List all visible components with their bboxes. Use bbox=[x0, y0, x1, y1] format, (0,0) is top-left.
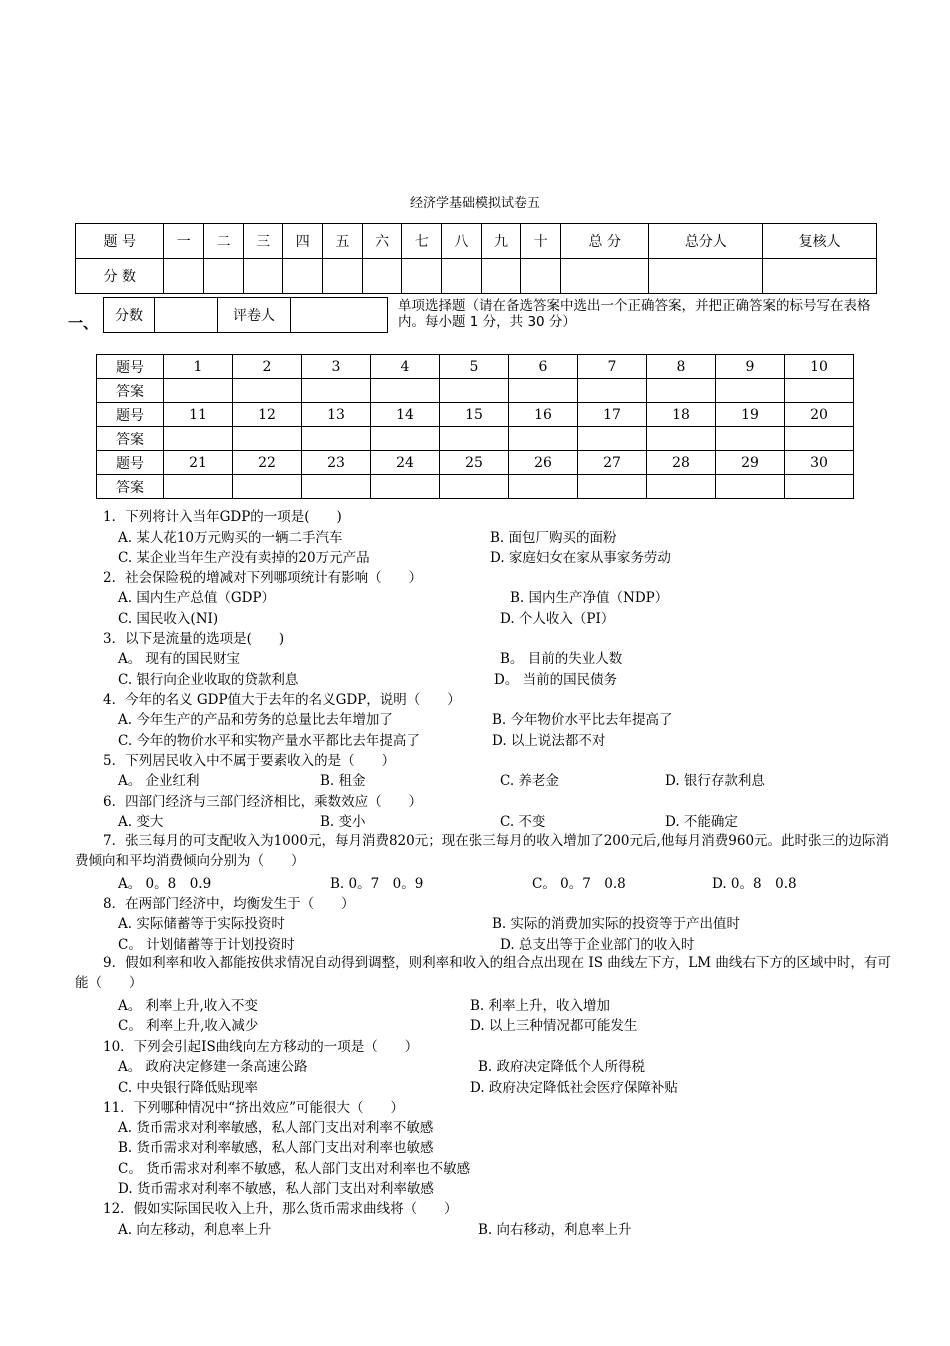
answer-cell[interactable] bbox=[578, 379, 647, 403]
score-cell[interactable] bbox=[561, 259, 649, 294]
question-number-cell: 1 bbox=[164, 355, 233, 379]
question-number-cell: 6 bbox=[509, 355, 578, 379]
answer-cell[interactable] bbox=[302, 379, 371, 403]
answer-cell[interactable] bbox=[509, 475, 578, 499]
question-stem: 12．假如实际国民收入上升，那么货币需求曲线将（ ） bbox=[103, 1201, 458, 1217]
grader-table bbox=[103, 297, 388, 333]
question-number-cell: 30 bbox=[785, 451, 854, 475]
option-a: A. 向左移动，利息率上升 bbox=[118, 1222, 272, 1238]
row-label: 题号 bbox=[97, 403, 164, 427]
question-number-cell: 28 bbox=[647, 451, 716, 475]
score-cell[interactable] bbox=[442, 259, 482, 294]
row-label: 题号 bbox=[97, 451, 164, 475]
row-label: 题号 bbox=[97, 355, 164, 379]
option-d: D. 不能确定 bbox=[665, 814, 738, 830]
question-number-cell: 14 bbox=[371, 403, 440, 427]
answer-table bbox=[96, 354, 854, 499]
answer-row bbox=[97, 475, 854, 499]
answer-cell[interactable] bbox=[716, 379, 785, 403]
section-score-cell[interactable] bbox=[155, 298, 218, 333]
question-stem: 7．张三每月的可支配收入为1000元，每月消费820元；现在张三每月的收入增加了200元后,他每月消费960元。此时张三的边际消费倾向和平均消费倾向分别为（ ） bbox=[75, 833, 890, 869]
score-row-label: 分 数 bbox=[76, 259, 164, 294]
grader-label: 评卷人 bbox=[218, 298, 291, 333]
answer-cell[interactable] bbox=[233, 475, 302, 499]
option-d: D. 以上说法都不对 bbox=[492, 733, 606, 749]
row-label: 答案 bbox=[97, 475, 164, 499]
option-b: B。 目前的失业人数 bbox=[500, 651, 623, 667]
score-header-cell: 九 bbox=[481, 224, 521, 259]
question-number-cell: 10 bbox=[785, 355, 854, 379]
score-cell[interactable] bbox=[402, 259, 442, 294]
option-b: B. 实际的消费加实际的投资等于产出值时 bbox=[492, 916, 741, 932]
score-header-cell: 四 bbox=[283, 224, 323, 259]
score-cell[interactable] bbox=[481, 259, 521, 294]
option-d: D. 以上三种情况都可能发生 bbox=[470, 1018, 638, 1034]
question-number-cell: 11 bbox=[164, 403, 233, 427]
question-stem: 11．下列哪种情况中“挤出效应”可能很大（ ） bbox=[103, 1100, 404, 1116]
question-number-cell: 16 bbox=[509, 403, 578, 427]
score-cell[interactable] bbox=[164, 259, 204, 294]
answer-cell[interactable] bbox=[785, 427, 854, 451]
score-cell[interactable] bbox=[763, 259, 877, 294]
answer-cell[interactable] bbox=[647, 427, 716, 451]
option-b: B. 货币需求对利率敏感，私人部门支出对利率也敏感 bbox=[118, 1140, 434, 1156]
score-table-score-row bbox=[76, 259, 877, 294]
option-b: B. 向右移动，利息率上升 bbox=[478, 1222, 632, 1238]
question-number-cell: 22 bbox=[233, 451, 302, 475]
score-header-cell: 总分人 bbox=[649, 224, 763, 259]
option-d: D. 政府决定降低社会医疗保障补贴 bbox=[470, 1080, 678, 1096]
section-score-label: 分数 bbox=[104, 298, 155, 333]
question-number-cell: 17 bbox=[578, 403, 647, 427]
score-header-cell: 三 bbox=[243, 224, 283, 259]
question-number-cell: 25 bbox=[440, 451, 509, 475]
score-header-cell: 复核人 bbox=[763, 224, 877, 259]
score-header-cell: 六 bbox=[362, 224, 402, 259]
option-a: A。 0。8 0.9 bbox=[118, 876, 212, 892]
option-b: B. 变小 bbox=[320, 814, 366, 830]
score-cell[interactable] bbox=[362, 259, 402, 294]
option-c: C. 中央银行降低贴现率 bbox=[118, 1080, 258, 1096]
option-a: A. 实际储蓄等于实际投资时 bbox=[118, 916, 285, 932]
answer-cell[interactable] bbox=[440, 475, 509, 499]
answer-cell[interactable] bbox=[509, 379, 578, 403]
option-a: A。 现有的国民财宝 bbox=[118, 651, 241, 667]
score-cell[interactable] bbox=[243, 259, 283, 294]
answer-cell[interactable] bbox=[509, 427, 578, 451]
score-table-header-row bbox=[76, 224, 877, 259]
answer-number-row bbox=[97, 451, 854, 475]
question-number-cell: 13 bbox=[302, 403, 371, 427]
page-title: 经济学基础模拟试卷五 bbox=[409, 196, 540, 211]
option-a: A。 企业红利 bbox=[118, 773, 200, 789]
question-stem: 8．在两部门经济中，均衡发生于（ ） bbox=[103, 896, 355, 912]
score-header-cell: 二 bbox=[204, 224, 244, 259]
answer-cell[interactable] bbox=[578, 427, 647, 451]
question-stem: 2．社会保险税的增减对下列哪项统计有影响（ ） bbox=[103, 570, 423, 586]
score-cell[interactable] bbox=[521, 259, 561, 294]
row-label: 答案 bbox=[97, 427, 164, 451]
answer-cell[interactable] bbox=[302, 475, 371, 499]
option-d: D。 当前的国民债务 bbox=[494, 672, 618, 688]
answer-cell[interactable] bbox=[716, 475, 785, 499]
question-number-cell: 21 bbox=[164, 451, 233, 475]
answer-cell[interactable] bbox=[578, 475, 647, 499]
option-c: C。 利率上升,收入减少 bbox=[118, 1018, 259, 1034]
answer-number-row bbox=[97, 355, 854, 379]
option-c: C. 国民收入(NI) bbox=[118, 611, 219, 627]
question-number-cell: 27 bbox=[578, 451, 647, 475]
answer-cell[interactable] bbox=[647, 475, 716, 499]
option-d: D. 总支出等于企业部门的收入时 bbox=[500, 937, 695, 953]
question-stem: 1．下列将计入当年GDP的一项是( ) bbox=[103, 509, 342, 525]
option-c: C。 计划储蓄等于计划投资时 bbox=[118, 937, 295, 953]
option-c: C。 0。7 0.8 bbox=[532, 876, 626, 892]
option-a: A。 利率上升,收入不变 bbox=[118, 998, 258, 1014]
row-label: 答案 bbox=[97, 379, 164, 403]
answer-cell[interactable] bbox=[716, 427, 785, 451]
option-b: B. 政府决定降低个人所得税 bbox=[478, 1059, 646, 1075]
question-number-cell: 24 bbox=[371, 451, 440, 475]
option-b: B. 利率上升，收入增加 bbox=[470, 998, 611, 1014]
score-header-cell: 七 bbox=[402, 224, 442, 259]
option-d: D. 0。8 0.8 bbox=[712, 876, 797, 892]
question-stem: 6．四部门经济与三部门经济相比，乘数效应（ ） bbox=[103, 794, 423, 810]
option-d: D. 个人收入（PI） bbox=[500, 611, 615, 627]
question-number-cell: 9 bbox=[716, 355, 785, 379]
option-a: A. 变大 bbox=[118, 814, 164, 830]
option-a: A。 政府决定修建一条高速公路 bbox=[118, 1059, 308, 1075]
answer-cell[interactable] bbox=[371, 475, 440, 499]
option-c: C. 今年的物价水平和实物产量水平都比去年提高了 bbox=[118, 733, 420, 749]
score-header-cell: 十 bbox=[521, 224, 561, 259]
grader-cell[interactable] bbox=[291, 298, 388, 333]
option-d: D. 家庭妇女在家从事家务劳动 bbox=[490, 550, 671, 566]
question-number-cell: 20 bbox=[785, 403, 854, 427]
question-stem: 4．今年的名义 GDP值大于去年的名义GDP，说明（ ） bbox=[103, 692, 461, 708]
option-d: D. 银行存款利息 bbox=[665, 773, 765, 789]
answer-cell[interactable] bbox=[785, 379, 854, 403]
question-number-cell: 3 bbox=[302, 355, 371, 379]
option-a: A. 国内生产总值（GDP） bbox=[118, 590, 276, 606]
option-b: B. 今年物价水平比去年提高了 bbox=[492, 712, 673, 728]
option-c: C. 某企业当年生产没有卖掉的20万元产品 bbox=[118, 550, 370, 566]
answer-row bbox=[97, 379, 854, 403]
option-c: C。 货币需求对利率不敏感，私人部门支出对利率也不敏感 bbox=[118, 1161, 471, 1177]
option-c: C. 银行向企业收取的贷款利息 bbox=[118, 672, 299, 688]
score-header-cell: 一 bbox=[164, 224, 204, 259]
question-stem: 3．以下是流量的选项是( ) bbox=[103, 631, 285, 647]
question-number-cell: 26 bbox=[509, 451, 578, 475]
score-cell[interactable] bbox=[204, 259, 244, 294]
question-number-cell: 7 bbox=[578, 355, 647, 379]
score-cell[interactable] bbox=[283, 259, 323, 294]
question-number-cell: 8 bbox=[647, 355, 716, 379]
answer-cell[interactable] bbox=[233, 379, 302, 403]
option-a: A. 货币需求对利率敏感，私人部门支出对利率不敏感 bbox=[118, 1120, 434, 1136]
answer-cell[interactable] bbox=[164, 379, 233, 403]
score-header-cell: 总 分 bbox=[561, 224, 649, 259]
answer-cell[interactable] bbox=[233, 427, 302, 451]
answer-cell[interactable] bbox=[302, 427, 371, 451]
question-number-cell: 19 bbox=[716, 403, 785, 427]
option-b: B. 国内生产净值（NDP） bbox=[510, 590, 669, 606]
answer-cell[interactable] bbox=[371, 427, 440, 451]
question-number-cell: 12 bbox=[233, 403, 302, 427]
option-a: A. 今年生产的产品和劳务的总量比去年增加了 bbox=[118, 712, 393, 728]
section-instruction: 单项选择题（请在备选答案中选出一个正确答案，并把正确答案的标号写在表格内。每小题 1 分，共 30 分） bbox=[398, 298, 871, 330]
answer-cell[interactable] bbox=[164, 427, 233, 451]
answer-number-row bbox=[97, 403, 854, 427]
answer-cell[interactable] bbox=[371, 379, 440, 403]
answer-cell[interactable] bbox=[440, 427, 509, 451]
question-stem: 5．下列居民收入中不属于要素收入的是（ ） bbox=[103, 753, 396, 769]
answer-row bbox=[97, 427, 854, 451]
score-cell[interactable] bbox=[323, 259, 363, 294]
question-number-cell: 15 bbox=[440, 403, 509, 427]
score-header-cell: 五 bbox=[323, 224, 363, 259]
option-a: A. 某人花10万元购买的一辆二手汽车 bbox=[118, 530, 343, 546]
question-stem: 10．下列会引起IS曲线向左方移动的一项是（ ） bbox=[103, 1039, 419, 1055]
question-number-cell: 29 bbox=[716, 451, 785, 475]
question-number-cell: 5 bbox=[440, 355, 509, 379]
answer-cell[interactable] bbox=[647, 379, 716, 403]
question-number-cell: 23 bbox=[302, 451, 371, 475]
score-cell[interactable] bbox=[649, 259, 763, 294]
option-b: B. 租金 bbox=[320, 773, 366, 789]
score-table bbox=[75, 223, 877, 294]
option-d: D. 货币需求对利率不敏感，私人部门支出对利率敏感 bbox=[118, 1181, 434, 1197]
option-c: C. 养老金 bbox=[500, 773, 559, 789]
score-header-cell: 八 bbox=[442, 224, 482, 259]
option-b: B. 面包厂购买的面粉 bbox=[490, 530, 617, 546]
question-number-cell: 18 bbox=[647, 403, 716, 427]
question-stem: 9．假如利率和收入都能按供求情况自动得到调整，则利率和收入的组合点出现在 IS 曲线左下方，LM 曲线右下方的区域中时，有可能（ ） bbox=[75, 955, 891, 991]
question-number-cell: 2 bbox=[233, 355, 302, 379]
answer-cell[interactable] bbox=[440, 379, 509, 403]
option-b: B. 0。7 0。9 bbox=[330, 876, 424, 892]
score-header-cell: 题 号 bbox=[76, 224, 164, 259]
section-number: 一、 bbox=[68, 314, 99, 332]
option-c: C. 不变 bbox=[500, 814, 546, 830]
answer-cell[interactable] bbox=[164, 475, 233, 499]
answer-cell[interactable] bbox=[785, 475, 854, 499]
question-number-cell: 4 bbox=[371, 355, 440, 379]
